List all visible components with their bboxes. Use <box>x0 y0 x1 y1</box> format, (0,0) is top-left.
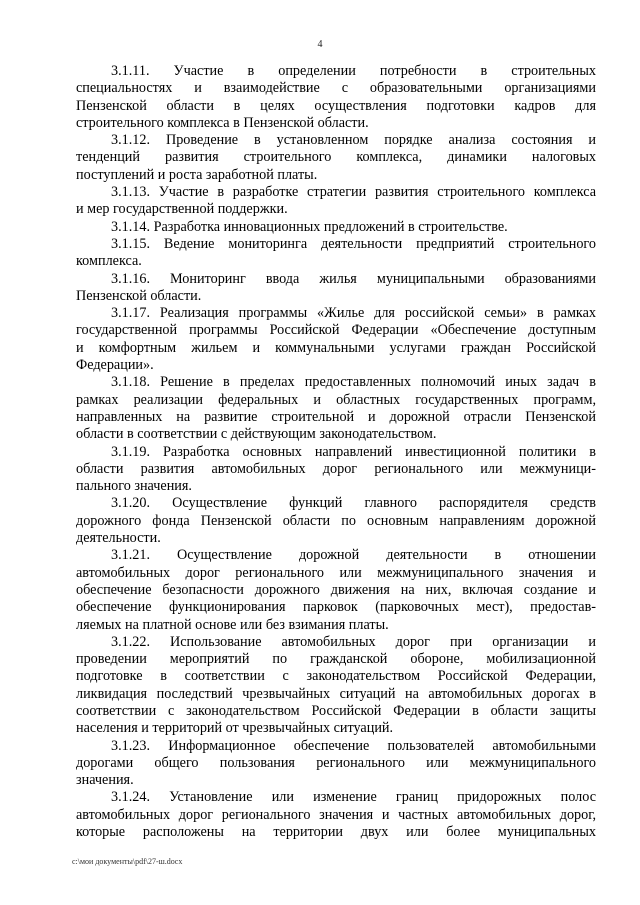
paragraph-3-1-11 <box>76 63 596 132</box>
text-line: ляемых на платной основе или без взимания платы. <box>76 616 389 633</box>
text-line: которые расположены на территории двух или более муниципальных <box>76 824 596 841</box>
text-line: дорожного фонда Пензенской области по основным направлениям дорожной <box>76 512 596 529</box>
paragraph-3-1-24 <box>76 789 596 841</box>
text-line: 3.1.24. Установление или изменение границ придорожных полос <box>111 789 596 806</box>
paragraph-3-1-19 <box>76 444 596 496</box>
text-line: обеспечение функционирования парковок (парковочных мест), предостав- <box>76 599 596 616</box>
text-line: 3.1.19. Разработка основных направлений инвестиционной политики в <box>111 443 596 460</box>
text-line: пального значения. <box>76 478 192 495</box>
text-line: обеспечение безопасности дорожного движения на них, включая создание и <box>76 581 596 598</box>
paragraph-3-1-12 <box>76 132 596 184</box>
text-line: 3.1.13. Участие в разработке стратегии развития строительного комплекса <box>111 184 596 201</box>
text-line: значения. <box>76 772 134 789</box>
paragraph-3-1-13 <box>76 184 596 219</box>
text-line: населения и территорий от чрезвычайных ситуаций. <box>76 720 394 737</box>
text-line: и мер государственной поддержки. <box>76 201 288 218</box>
text-line: 3.1.20. Осуществление функций главного распорядителя средств <box>111 495 596 512</box>
text-line: области развития автомобильных дорог регионального или межмуници- <box>76 460 596 477</box>
paragraph-3-1-18 <box>76 374 596 443</box>
text-line: области в соответствии с действующим законодательством. <box>76 426 437 443</box>
text-line: автомобильных дорог регионального значения и частных автомобильных дорог, <box>76 806 596 823</box>
text-line: Федерации». <box>76 357 154 374</box>
text-line: подготовке в соответствии с законодательством Российской Федерации, <box>76 668 596 685</box>
paragraph-3-1-16 <box>76 271 596 306</box>
text-line: комплекса. <box>76 253 142 270</box>
paragraph-3-1-22 <box>76 634 596 738</box>
text-line: 3.1.16. Мониторинг ввода жилья муниципальными образованиями <box>111 270 596 287</box>
text-line: направленных на развитие строительной и дорожной отрасли Пензенской <box>76 408 596 425</box>
text-line: дорогами общего пользования регионального или межмуниципального <box>76 754 596 771</box>
text-line: 3.1.17. Реализация программы «Жилье для российской семьи» в рамках <box>111 305 596 322</box>
text-line: 3.1.18. Решение в пределах предоставленных полномочий иных задач в <box>111 374 596 391</box>
text-line: проведении мероприятий по гражданской обороне, мобилизационной <box>76 651 596 668</box>
text-line: специальностях и взаимодействие с образовательными организациями <box>76 80 596 97</box>
text-line: государственной программы Российской Федерации «Обеспечение доступным <box>76 322 596 339</box>
paragraph-3-1-17 <box>76 305 596 374</box>
text-line: Пензенской области. <box>76 287 202 304</box>
footer-file-path: c:\мои документы\pdf\27-ш.docx <box>72 857 183 866</box>
paragraph-3-1-21 <box>76 547 596 633</box>
paragraph-3-1-23 <box>76 738 596 790</box>
text-line: автомобильных дорог регионального или межмуниципального значения и <box>76 564 596 581</box>
page-number: 4 <box>317 39 323 50</box>
text-line: поступлений и роста заработной платы. <box>76 166 318 183</box>
text-line: 3.1.22. Использование автомобильных дорог при организации и <box>111 633 596 650</box>
text-line: деятельности. <box>76 530 161 547</box>
text-line: Пензенской области в целях осуществления подготовки кадров для <box>76 97 596 114</box>
text-line: рамках реализации федеральных и областных государственных программ, <box>76 391 596 408</box>
paragraph-3-1-14 <box>76 219 596 236</box>
text-line: 3.1.23. Информационное обеспечение пользователей автомобильными <box>111 737 596 754</box>
text-line: 3.1.11. Участие в определении потребности в строительных <box>111 63 596 79</box>
paragraph-3-1-15 <box>76 236 596 271</box>
text-line: 3.1.12. Проведение в установленном порядке анализа состояния и <box>111 132 596 149</box>
text-line: 3.1.14. Разработка инновационных предложений в строительстве. <box>111 218 508 235</box>
paragraph-3-1-20 <box>76 495 596 547</box>
text-line: соответствии с законодательством Российской Федерации в области защиты <box>76 702 596 719</box>
text-line: и комфортным жильем и коммунальными услугами граждан Российской <box>76 339 596 356</box>
text-line: 3.1.21. Осуществление дорожной деятельности в отношении <box>111 547 596 564</box>
text-line: строительного комплекса в Пензенской области. <box>76 114 369 131</box>
text-line: тенденций развития строительного комплекса, динамики налоговых <box>76 149 596 166</box>
text-line: ликвидация последствий чрезвычайных ситуаций на автомобильных дорогах в <box>76 685 596 702</box>
text-line: 3.1.15. Ведение мониторинга деятельности предприятий строительного <box>111 235 596 252</box>
document-body <box>76 63 596 841</box>
